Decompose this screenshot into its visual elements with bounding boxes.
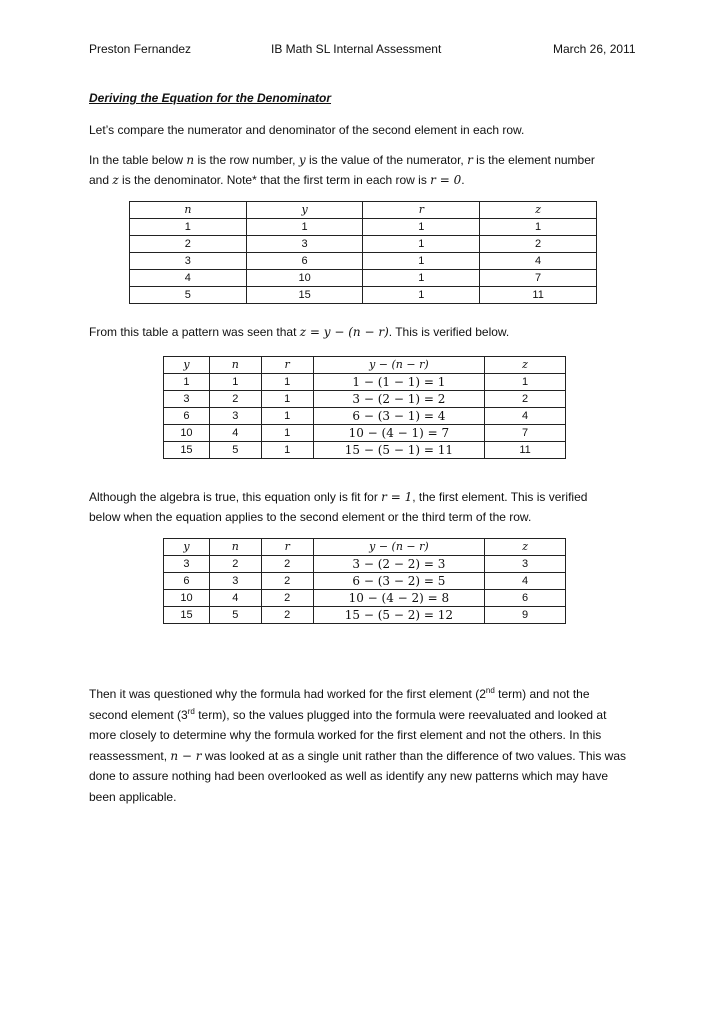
table-row xyxy=(164,590,566,607)
table-header-row xyxy=(164,539,566,556)
table-cell: 1 xyxy=(261,442,313,459)
table-cell: 6 xyxy=(164,408,210,425)
table-row xyxy=(130,219,597,236)
table-cell: 1 xyxy=(363,219,480,236)
table-cell: 1 xyxy=(480,219,597,236)
table-row xyxy=(164,408,566,425)
table-row xyxy=(130,287,597,304)
table-cell: 11 xyxy=(480,287,597,304)
column-header: y xyxy=(246,202,363,219)
table-row xyxy=(164,573,566,590)
paragraph-table-description xyxy=(89,150,689,190)
table-cell: 7 xyxy=(480,270,597,287)
paragraph-line: below when the equation applies to the second element or the third term of the row. xyxy=(89,510,532,524)
table-cell: 1 xyxy=(209,374,261,391)
table-cell: 6 xyxy=(246,253,363,270)
paragraph-line: and z is the denominator. Note* that the first term in each row is r = 0. xyxy=(89,173,465,187)
paragraph-line: Although the algebra is true, this equation only is fit for r = 1, the first element. This is verified xyxy=(89,490,588,504)
table-header-row xyxy=(164,357,566,374)
column-header: y xyxy=(164,357,210,374)
table-cell: 2 xyxy=(130,236,247,253)
table-cell: 6 xyxy=(164,573,210,590)
paragraph-line: Then it was questioned why the formula had worked for the first element (2nd term) and not the xyxy=(89,686,590,701)
column-header: y − (n − r) xyxy=(313,539,485,556)
table-cell: 3 xyxy=(164,556,210,573)
column-header: z xyxy=(485,539,566,556)
table-row xyxy=(130,253,597,270)
table-cell: 2 xyxy=(209,556,261,573)
paragraph-line: more closely to determine why the formula worked for the first element and not the others. In this xyxy=(89,728,602,742)
paragraph-line: second element (3rd term), so the values plugged into the formula were reevaluated and looked at xyxy=(89,706,607,722)
table-verification-second-element xyxy=(163,538,566,624)
paragraph-line: reassessment, n − r was looked at as a single unit rather than the difference of two values. This was xyxy=(89,748,626,763)
table-cell: 10 xyxy=(164,425,210,442)
table-cell: 3 xyxy=(130,253,247,270)
table-cell: 2 xyxy=(261,590,313,607)
table-cell: 10 − (4 − 1) = 7 xyxy=(313,425,485,442)
table-cell: 3 xyxy=(209,408,261,425)
table-row xyxy=(164,374,566,391)
section-title: Deriving the Equation for the Denominator xyxy=(89,91,332,105)
column-header: y xyxy=(164,539,210,556)
table-cell: 1 xyxy=(363,236,480,253)
table-verification-first-element xyxy=(163,356,566,459)
table-cell: 4 xyxy=(485,408,566,425)
table-cell: 3 xyxy=(164,391,210,408)
table-cell: 5 xyxy=(130,287,247,304)
table-cell: 5 xyxy=(209,442,261,459)
column-header: r xyxy=(261,539,313,556)
table-cell: 2 xyxy=(261,573,313,590)
table-cell: 1 xyxy=(363,270,480,287)
paragraph-line: In the table below n is the row number, y is the value of the numerator, r is the element number xyxy=(89,153,595,167)
paragraph-pattern: From this table a pattern was seen that z = y − (n − r). This is verified below. xyxy=(89,325,510,339)
table-cell: 2 xyxy=(261,556,313,573)
table-cell: 1 xyxy=(363,253,480,270)
table-cell: 15 xyxy=(164,442,210,459)
table-cell: 4 xyxy=(209,590,261,607)
table-cell: 4 xyxy=(209,425,261,442)
table-cell: 1 xyxy=(261,408,313,425)
column-header: n xyxy=(209,357,261,374)
table-cell: 10 − (4 − 2) = 8 xyxy=(313,590,485,607)
table-row xyxy=(164,391,566,408)
table-cell: 1 xyxy=(130,219,247,236)
table-cell: 9 xyxy=(485,607,566,624)
table-cell: 4 xyxy=(480,253,597,270)
column-header: y − (n − r) xyxy=(313,357,485,374)
table-cell: 10 xyxy=(246,270,363,287)
table-cell: 3 xyxy=(246,236,363,253)
table-cell: 3 − (2 − 2) = 3 xyxy=(313,556,485,573)
table-cell: 1 − (1 − 1) = 1 xyxy=(313,374,485,391)
table-cell: 4 xyxy=(485,573,566,590)
header-course: IB Math SL Internal Assessment xyxy=(271,42,442,56)
table-cell: 2 xyxy=(480,236,597,253)
column-header: r xyxy=(261,357,313,374)
table-cell: 1 xyxy=(261,374,313,391)
paragraph-intro: Let’s compare the numerator and denominator of the second element in each row. xyxy=(89,123,525,137)
table-cell: 3 − (2 − 1) = 2 xyxy=(313,391,485,408)
paragraph-line: been applicable. xyxy=(89,789,177,804)
table-row xyxy=(130,236,597,253)
table-cell: 11 xyxy=(485,442,566,459)
table-cell: 1 xyxy=(485,374,566,391)
header-date: March 26, 2011 xyxy=(553,42,636,56)
table-cell: 15 xyxy=(164,607,210,624)
table-cell: 2 xyxy=(209,391,261,408)
paragraph-fit xyxy=(89,487,689,527)
table-cell: 6 − (3 − 2) = 5 xyxy=(313,573,485,590)
table-cell: 15 xyxy=(246,287,363,304)
table-cell: 1 xyxy=(261,425,313,442)
table-row xyxy=(164,442,566,459)
table-cell: 10 xyxy=(164,590,210,607)
table-header-row xyxy=(130,202,597,219)
paragraph-line: done to assure nothing had been overlooked as well as identify any new patterns which may have xyxy=(89,769,608,783)
table-cell: 1 xyxy=(246,219,363,236)
table-row xyxy=(164,607,566,624)
table-cell: 1 xyxy=(164,374,210,391)
paragraph-reassessment xyxy=(89,684,689,807)
table-row-numerator-denominator xyxy=(129,201,597,304)
header-author: Preston Fernandez xyxy=(89,42,192,56)
table-cell: 5 xyxy=(209,607,261,624)
table-cell: 2 xyxy=(261,607,313,624)
table-row xyxy=(130,270,597,287)
table-cell: 15 − (5 − 1) = 11 xyxy=(313,442,485,459)
table-row xyxy=(164,425,566,442)
table-cell: 7 xyxy=(485,425,566,442)
table-cell: 3 xyxy=(485,556,566,573)
column-header: n xyxy=(209,539,261,556)
table-cell: 4 xyxy=(130,270,247,287)
column-header: z xyxy=(480,202,597,219)
column-header: n xyxy=(130,202,247,219)
table-row xyxy=(164,556,566,573)
table-cell: 1 xyxy=(261,391,313,408)
table-cell: 1 xyxy=(363,287,480,304)
table-cell: 6 − (3 − 1) = 4 xyxy=(313,408,485,425)
table-cell: 15 − (5 − 2) = 12 xyxy=(313,607,485,624)
table-cell: 6 xyxy=(485,590,566,607)
column-header: r xyxy=(363,202,480,219)
table-cell: 3 xyxy=(209,573,261,590)
column-header: z xyxy=(485,357,566,374)
table-cell: 2 xyxy=(485,391,566,408)
